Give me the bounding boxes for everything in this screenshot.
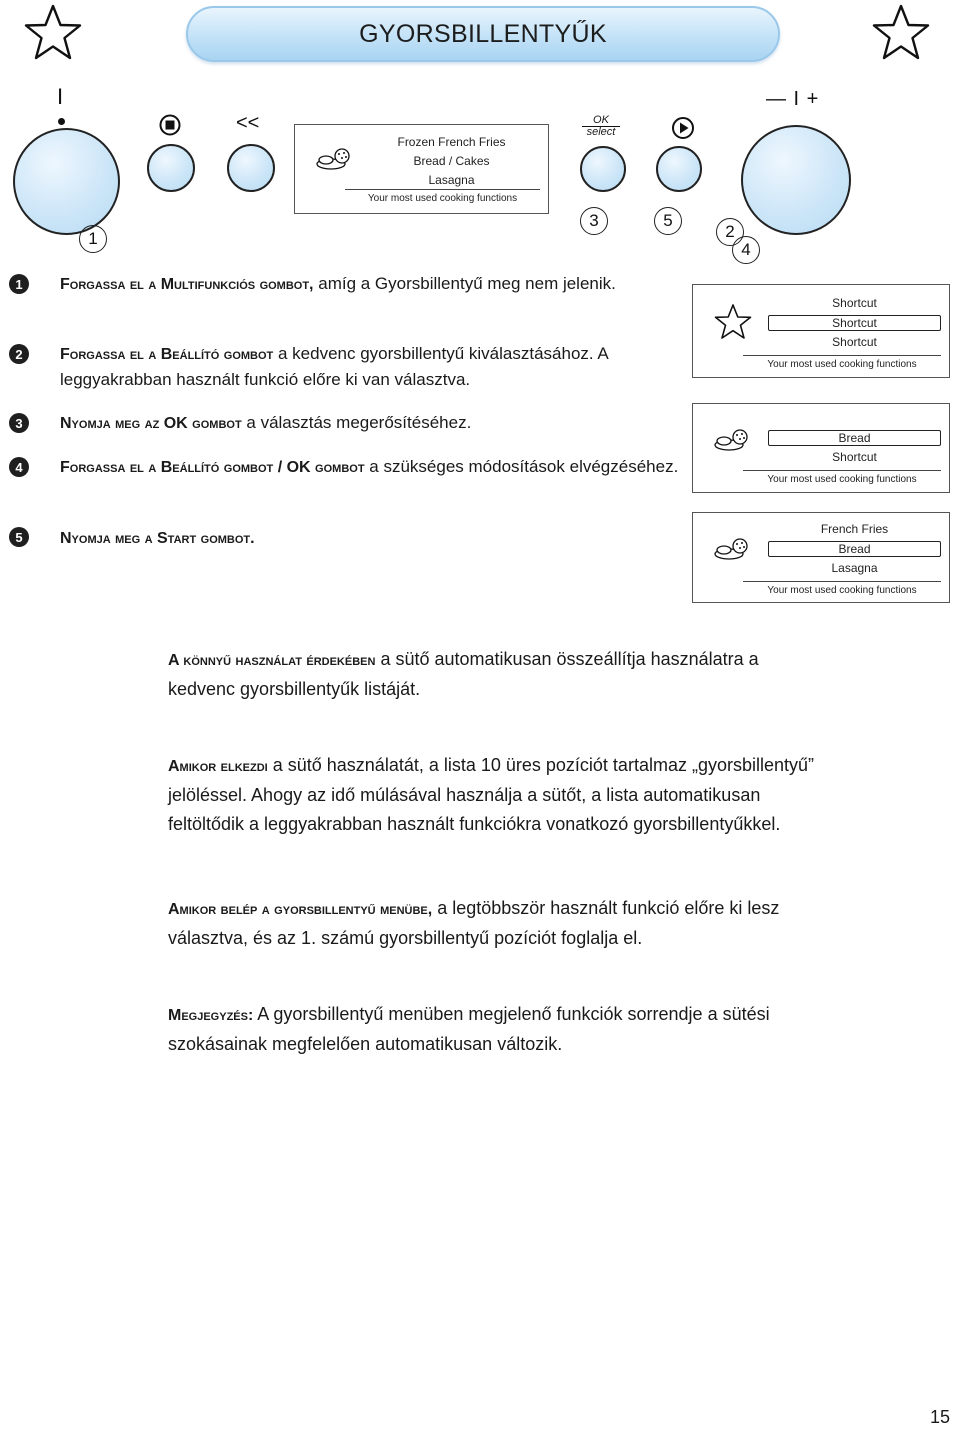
food-icon [713, 428, 753, 452]
step-5-number: 5 [9, 527, 29, 547]
screen-shortcuts [692, 284, 950, 378]
back-button[interactable] [227, 144, 275, 192]
paragraph-2-lead: Amikor elkezdi [168, 758, 268, 775]
callout-4: 4 [732, 236, 760, 264]
screen-french-fries [692, 512, 950, 603]
paragraph-1-text: a sütő automatikusan összeállítja használatra a kedvenc gyorsbillentyűk listáját. [168, 649, 759, 699]
knob-indicator-dot [58, 118, 65, 125]
stop-button[interactable] [147, 144, 195, 192]
adjust-knob[interactable] [741, 125, 851, 235]
paragraph-3-text: a legtöbbször használt funkció előre ki lesz választva, és az 1. számú gyorsbillentyű pozíciót foglalja el. [168, 898, 780, 948]
screen-3-line-3: Lasagna [831, 561, 878, 575]
callout-1: 1 [79, 225, 107, 253]
paragraph-4-lead: Megjegyzés: [168, 1007, 254, 1024]
screen-2-footer: Your most used cooking functions [743, 470, 941, 485]
star-icon [713, 303, 753, 341]
step-3 [60, 410, 690, 436]
back-symbol: << [236, 112, 260, 134]
paragraph-note [168, 1000, 818, 1059]
ok-label: OK [582, 115, 620, 127]
oven-display [294, 124, 549, 214]
star-icon-right [870, 3, 932, 63]
step-2-action: Forgassa el a Beállító gombot [60, 346, 274, 363]
screen-1-line-3: Shortcut [832, 335, 877, 349]
step-4-number: 4 [9, 457, 29, 477]
step-1 [60, 271, 690, 297]
step-2 [60, 341, 690, 392]
screen-1-footer: Your most used cooking functions [743, 355, 941, 370]
step-1-text: amíg a Gyorsbillentyű meg nem jelenik. [313, 274, 616, 293]
food-icon [315, 147, 355, 171]
paragraph-1-lead: A könnyű használat érdekében [168, 652, 376, 669]
minus-plus-symbol: — I + [766, 88, 820, 110]
step-5-action: Nyomja meg a Start gombot. [60, 530, 255, 547]
food-icon [713, 537, 753, 561]
step-2-number: 2 [9, 344, 29, 364]
display-footer: Your most used cooking functions [345, 189, 540, 204]
screen-3-line-1: French Fries [820, 522, 889, 536]
step-4-text: a szükséges módosítások elvégzéséhez. [364, 457, 679, 476]
power-symbol: I [57, 84, 64, 109]
paragraph-first-use [168, 751, 818, 839]
screen-1-line-2-selected: Shortcut [768, 315, 941, 331]
stop-icon [159, 114, 181, 136]
callout-2: 2 [716, 218, 744, 246]
multifunction-knob[interactable] [13, 128, 120, 235]
paragraph-enter-menu [168, 894, 818, 953]
step-3-number: 3 [9, 413, 29, 433]
step-4 [60, 454, 690, 480]
step-2-text: a kedvenc gyorsbillentyű kiválasztásához. A leggyakrabban használt funkció előre ki van választva. [60, 344, 608, 389]
paragraph-3-lead: Amikor belép a gyorsbillentyű menübe, [168, 901, 433, 918]
callout-3: 3 [580, 207, 608, 235]
paragraph-4-text: A gyorsbillentyű menüben megjelenő funkciók sorrendje a sütési szokásainak megfelelően automatikusan változik. [168, 1004, 770, 1054]
page-number: 15 [929, 1407, 950, 1427]
display-line-2: Bread / Cakes [413, 154, 490, 168]
paragraph-easy-use [168, 645, 818, 704]
display-line-1: Frozen French Fries [397, 135, 506, 149]
step-4-action: Forgassa el a Beállító gombot / OK gombot [60, 459, 365, 476]
step-1-action: Forgassa el a Multifunkciós gombot, [60, 276, 314, 293]
screen-2-line-2: Shortcut [832, 450, 877, 464]
step-3-action: Nyomja meg az OK gombot [60, 415, 242, 432]
ok-button[interactable] [580, 146, 626, 192]
star-icon-left [22, 3, 84, 63]
ok-select-label [582, 115, 620, 138]
screen-bread [692, 403, 950, 493]
start-button[interactable] [656, 146, 702, 192]
step-3-text: a választás megerősítéséhez. [241, 413, 472, 432]
screen-3-line-2-selected: Bread [768, 541, 941, 557]
display-line-3: Lasagna [428, 173, 475, 187]
screen-1-line-1: Shortcut [832, 296, 877, 310]
paragraph-2-text: a sütő használatát, a lista 10 üres pozíciót tartalmaz „gyorsbillentyű” jelöléssel. Ahogy az idő múlásával használja a sütőt, a lista automatikusan feltöltődik a leggyakrabban használt funkciókra vonatkozó gyorsbillentyűkkel. [168, 755, 815, 834]
step-5 [60, 525, 690, 551]
screen-3-footer: Your most used cooking functions [743, 581, 941, 596]
screen-2-line-1-selected: Bread [768, 430, 941, 446]
page-title: GYORSBILLENTYŰK [186, 6, 780, 62]
callout-5: 5 [654, 207, 682, 235]
select-label: select [586, 126, 616, 138]
start-icon [671, 116, 695, 140]
step-1-number: 1 [9, 274, 29, 294]
